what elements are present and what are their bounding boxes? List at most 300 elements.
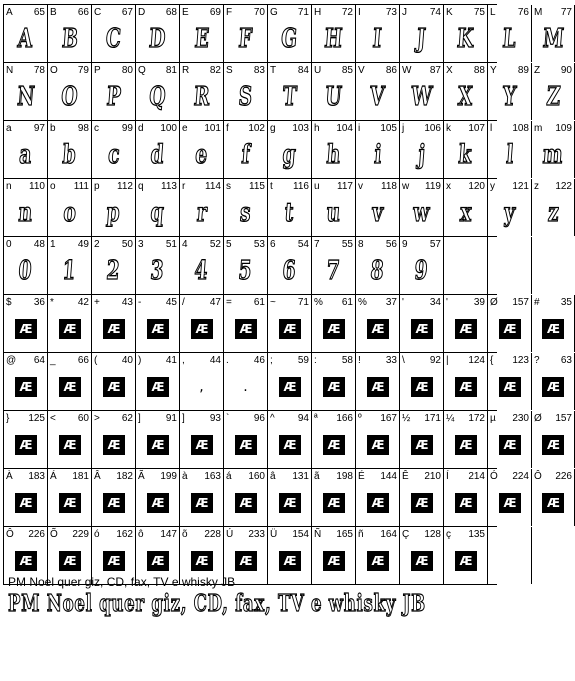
glyph-preview: v [370,198,385,228]
glyph-code-label: 64 [33,355,45,366]
glyph-cell [355,179,399,236]
glyph-char-label: ó [94,529,100,540]
glyph-code-label: 102 [248,123,265,134]
notdef-glyph-icon: Æ [323,319,345,339]
notdef-glyph-icon: Æ [367,319,389,339]
glyph-preview: I [371,24,384,54]
notdef-glyph-icon: Æ [59,319,81,339]
notdef-glyph-icon: Æ [103,551,125,571]
glyph-cell [355,469,399,526]
glyph-char-label: Õ [50,529,58,540]
glyph-cell [443,121,487,178]
notdef-glyph-icon: Æ [411,377,433,397]
glyph-code-label: 49 [77,239,89,250]
glyph-code-label: 57 [429,239,441,250]
glyph-cell [179,5,223,62]
glyph-char-label: ( [94,355,98,366]
glyph-code-label: 228 [204,529,221,540]
glyph-cell [223,5,267,62]
notdef-glyph-icon: Æ [499,319,521,339]
glyph-cell [91,353,135,410]
notdef-glyph-icon: Æ [323,377,345,397]
glyph-cell [135,179,179,236]
notdef-glyph-icon: Æ [499,493,521,513]
glyph-code-label: 124 [468,355,485,366]
notdef-glyph-icon: Æ [455,551,477,571]
glyph-code-label: 34 [429,297,441,308]
glyph-char-label: C [94,7,102,18]
glyph-char-label: w [402,181,410,192]
glyph-code-label: 46 [253,355,265,366]
glyph-char-label: V [358,65,365,76]
glyph-code-label: 69 [209,7,221,18]
glyph-char-label: ; [270,355,273,366]
glyph-code-label: 52 [209,239,221,250]
glyph-cell [311,121,355,178]
glyph-code-label: 39 [473,297,485,308]
glyph-code-label: 160 [248,471,265,482]
glyph-preview: r [195,198,208,228]
glyph-cell [47,179,91,236]
glyph-code-label: 90 [560,65,572,76]
notdef-glyph-icon: Æ [542,319,564,339]
glyph-cell [443,411,487,468]
glyph-char-label: º [358,413,362,424]
glyph-code-label: 104 [336,123,353,134]
glyph-cell [443,63,487,120]
glyph-char-label: D [138,7,146,18]
notdef-glyph-icon: Æ [147,551,169,571]
sample-text-plain: PM Noel quer giz, CD, fax, TV e whisky JB [8,575,236,589]
glyph-code-label: 226 [28,529,45,540]
glyph-code-label: 110 [29,181,45,192]
glyph-char-label: R [182,65,190,76]
glyph-char-label: ` [226,413,230,424]
glyph-cell [443,527,487,584]
glyph-char-label: + [94,297,100,308]
glyph-code-label: 65 [33,7,45,18]
glyph-code-label: 55 [341,239,353,250]
glyph-preview: O [60,82,79,112]
glyph-cell [443,5,487,62]
glyph-row [3,4,572,62]
glyph-preview: f [240,140,251,170]
notdef-glyph-icon: Æ [147,435,169,455]
glyph-code-label: 165 [336,529,353,540]
glyph-char-label: * [50,297,54,308]
glyph-code-label: 128 [424,529,441,540]
glyph-cell [443,469,487,526]
glyph-code-label: 71 [297,7,309,18]
glyph-char-label: à [182,471,188,482]
glyph-preview: H [323,24,344,54]
glyph-code-label: 123 [512,355,529,366]
glyph-char-label: ' [446,297,448,308]
glyph-cell [355,411,399,468]
glyph-char-label: 0 [6,239,12,250]
glyph-code-label: 100 [160,123,177,134]
glyph-preview: P [105,82,122,112]
glyph-char-label: Q [138,65,146,76]
glyph-code-label: 94 [297,413,309,424]
glyph-code-label: 82 [209,65,221,76]
empty-cell [443,237,487,294]
glyph-char-label: ! [358,355,361,366]
glyph-char-label: ] [138,413,141,424]
glyph-code-label: 157 [512,297,529,308]
glyph-code-label: 67 [121,7,133,18]
glyph-cell [399,411,443,468]
glyph-cell [91,179,135,236]
glyph-row [3,178,572,236]
glyph-cell [443,179,487,236]
glyph-char-label: ^ [270,413,275,424]
glyph-cell [267,237,311,294]
glyph-code-label: 59 [297,355,309,366]
glyph-code-label: 61 [341,297,353,308]
glyph-code-label: 230 [512,413,529,424]
glyph-row [3,236,497,294]
glyph-cell [355,5,399,62]
glyph-cell [531,353,575,410]
glyph-cell [91,295,135,352]
glyph-cell [179,411,223,468]
notdef-glyph-icon: Æ [542,377,564,397]
glyph-preview: N [15,82,36,112]
glyph-char-label: B [50,7,57,18]
glyph-char-label: Â [94,471,101,482]
glyph-cell [531,5,575,62]
glyph-code-label: 36 [33,297,45,308]
glyph-char-label: : [314,355,317,366]
notdef-glyph-icon: Æ [103,377,125,397]
glyph-code-label: 80 [121,65,133,76]
glyph-char-label: s [226,181,231,192]
glyph-code-label: 163 [204,471,221,482]
notdef-glyph-icon: Æ [15,435,37,455]
glyph-code-label: 73 [385,7,397,18]
glyph-preview: m [541,140,565,170]
glyph-char-label: L [490,7,496,18]
glyph-code-label: 108 [512,123,529,134]
glyph-char-label: ô [138,529,144,540]
glyph-char-label: Ê [402,471,409,482]
glyph-cell [3,469,47,526]
notdef-glyph-icon: Æ [103,493,125,513]
glyph-char-label: Y [490,65,497,76]
glyph-char-label: { [490,355,494,366]
glyph-char-label: ~ [270,297,276,308]
glyph-char-label: 4 [182,239,188,250]
glyph-preview: 4 [193,256,210,286]
glyph-char-label: l [490,123,493,134]
glyph-preview: K [456,24,475,54]
glyph-code-label: 166 [336,413,353,424]
glyph-code-label: 40 [121,355,133,366]
glyph-cell [135,469,179,526]
glyph-char-label: Ô [6,529,14,540]
glyph-cell [399,5,443,62]
glyph-cell [179,63,223,120]
glyph-char-label: K [446,7,453,18]
glyph-preview: S [237,82,254,112]
notdef-glyph-icon: Æ [279,493,301,513]
glyph-cell [91,469,135,526]
glyph-code-label: 61 [253,297,265,308]
glyph-char-label: Ó [490,471,498,482]
glyph-preview: Z [545,82,561,112]
glyph-cell [47,63,91,120]
glyph-preview: 9 [413,256,430,286]
glyph-char-label: f [226,123,229,134]
glyph-cell [179,237,223,294]
notdef-glyph-icon: Æ [147,319,169,339]
glyph-code-label: 113 [161,181,177,192]
glyph-cell [487,469,531,526]
glyph-preview: s [239,198,252,228]
notdef-glyph-icon: Æ [103,435,125,455]
glyph-cell [487,353,531,410]
glyph-cell [91,237,135,294]
glyph-char-label: ¼ [446,413,455,424]
glyph-char-label: 5 [226,239,232,250]
glyph-char-label: > [94,413,100,424]
glyph-char-label: } [6,413,10,424]
glyph-preview: e [194,140,209,170]
glyph-code-label: 74 [429,7,441,18]
glyph-char-label: | [446,355,449,366]
glyph-preview: h [325,140,342,170]
glyph-code-label: 84 [297,65,309,76]
glyph-cell [3,237,47,294]
glyph-char-label: g [270,123,276,134]
glyph-cell [179,469,223,526]
glyph-cell [531,63,575,120]
glyph-code-label: 83 [253,65,265,76]
glyph-cell [487,295,531,352]
glyph-code-label: 157 [555,413,572,424]
glyph-code-label: 135 [468,529,485,540]
glyph-cell [3,63,47,120]
glyph-cell [399,527,443,584]
glyph-char-label: ñ [358,529,364,540]
glyph-cell [267,179,311,236]
glyph-char-label: < [50,413,56,424]
glyph-char-label: U [314,65,322,76]
glyph-cell [443,353,487,410]
glyph-cell [267,5,311,62]
glyph-cell [223,295,267,352]
glyph-code-label: 93 [209,413,221,424]
notdef-glyph-icon: Æ [411,551,433,571]
glyph-char-label: J [402,7,407,18]
glyph-char-label: 9 [402,239,408,250]
notdef-glyph-icon: Æ [455,377,477,397]
glyph-code-label: 96 [253,413,265,424]
glyph-code-label: 103 [292,123,309,134]
notdef-glyph-icon: Æ [279,319,301,339]
notdef-glyph-icon: Æ [103,319,125,339]
glyph-cell [135,411,179,468]
glyph-char-label: Ç [402,529,410,540]
notdef-glyph-icon: Æ [59,435,81,455]
glyph-code-label: 41 [165,355,177,366]
glyph-cell [399,295,443,352]
glyph-cell [311,237,355,294]
glyph-preview: 6 [281,256,298,286]
glyph-cell [3,411,47,468]
glyph-char-label: # [534,297,540,308]
glyph-code-label: 66 [77,355,89,366]
notdef-glyph-icon: Æ [191,493,213,513]
glyph-preview: k [457,140,474,170]
notdef-glyph-icon: Æ [542,493,564,513]
glyph-code-label: 77 [560,7,572,18]
glyph-code-label: 172 [468,413,485,424]
empty-cell [531,237,575,294]
glyph-cell [179,121,223,178]
notdef-glyph-icon: Æ [15,377,37,397]
notdef-glyph-icon: Æ [455,435,477,455]
glyph-cell [267,469,311,526]
glyph-cell [399,63,443,120]
glyph-char-label: m [534,123,543,134]
notdef-glyph-icon: Æ [411,493,433,513]
glyph-char-label: p [94,181,100,192]
glyph-char-label: Ô [534,471,542,482]
glyph-char-label: b [50,123,56,134]
glyph-preview: u [325,198,342,228]
glyph-preview: 7 [325,256,342,286]
glyph-code-label: 58 [341,355,353,366]
glyph-char-label: ? [534,355,540,366]
glyph-cell [223,121,267,178]
glyph-code-label: 87 [429,65,441,76]
glyph-char-label: % [314,297,323,308]
glyph-cell [91,5,135,62]
glyph-preview: T [281,82,298,112]
notdef-glyph-icon: Æ [59,493,81,513]
glyph-cell [267,295,311,352]
glyph-cell [531,411,575,468]
glyph-row [3,294,572,352]
glyph-char-label: x [446,181,451,192]
glyph-code-label: 78 [33,65,45,76]
glyph-char-label: O [50,65,58,76]
glyph-code-label: 44 [209,355,221,366]
glyph-char-label: á [226,471,232,482]
glyph-cell [355,353,399,410]
glyph-char-label: @ [6,355,17,366]
glyph-cell [531,179,575,236]
notdef-glyph-icon: Æ [323,493,345,513]
glyph-char-label: q [138,181,144,192]
empty-cell [487,527,531,584]
glyph-char-label: a [6,123,12,134]
glyph-cell [3,353,47,410]
glyph-code-label: 33 [385,355,397,366]
glyph-cell [267,353,311,410]
glyph-code-label: 91 [165,413,177,424]
glyph-code-label: 53 [253,239,265,250]
glyph-code-label: 120 [468,181,485,192]
glyph-code-label: 144 [380,471,397,482]
notdef-glyph-icon: Æ [15,493,37,513]
glyph-cell [311,5,355,62]
glyph-cell [311,411,355,468]
notdef-glyph-icon: Æ [455,319,477,339]
glyph-preview: B [60,24,79,54]
glyph-cell [3,179,47,236]
glyph-cell [91,121,135,178]
glyph-preview: o [62,198,77,228]
glyph-preview: A [17,24,34,54]
glyph-code-label: 79 [77,65,89,76]
glyph-cell [355,237,399,294]
glyph-code-label: 81 [165,65,177,76]
glyph-code-label: 101 [204,123,221,134]
glyph-code-label: 111 [73,181,89,192]
glyph-char-label: ç [446,529,451,540]
glyph-code-label: 89 [517,65,529,76]
character-map-grid [3,4,572,585]
notdef-glyph-icon: Æ [191,551,213,571]
notdef-glyph-icon: Æ [542,435,564,455]
glyph-char-label: T [270,65,277,76]
glyph-char-label: M [534,7,543,18]
glyph-preview: 8 [369,256,386,286]
glyph-cell [355,121,399,178]
glyph-code-label: 105 [380,123,397,134]
glyph-cell [487,411,531,468]
glyph-code-label: 154 [292,529,309,540]
notdef-glyph-icon: Æ [323,435,345,455]
glyph-preview: 0 [17,256,34,286]
notdef-glyph-icon: Æ [191,435,213,455]
glyph-cell [311,353,355,410]
glyph-preview: W [409,82,434,112]
glyph-char-label: µ [490,413,496,424]
notdef-glyph-icon: Æ [279,377,301,397]
glyph-char-label: ) [138,355,142,366]
glyph-row [3,410,572,468]
glyph-cell [487,5,531,62]
glyph-char-label: % [358,297,367,308]
glyph-char-label: u [314,181,320,192]
glyph-code-label: 97 [33,123,45,134]
glyph-cell [179,353,223,410]
glyph-code-label: 51 [165,239,177,250]
glyph-char-label: õ [182,529,188,540]
glyph-cell [311,179,355,236]
glyph-char-label: v [358,181,363,192]
glyph-char-label: ½ [402,413,411,424]
glyph-code-label: 50 [121,239,133,250]
glyph-char-label: Ú [226,529,234,540]
glyph-cell [531,469,575,526]
glyph-cell [91,63,135,120]
glyph-code-label: 183 [28,471,45,482]
glyph-code-label: 114 [205,181,221,192]
glyph-char-label: À [6,471,13,482]
glyph-code-label: 68 [165,7,177,18]
glyph-cell [47,295,91,352]
glyph-row [3,62,572,120]
glyph-preview: J [415,24,428,54]
glyph-row [3,352,572,410]
glyph-cell [311,295,355,352]
glyph-code-label: 43 [121,297,133,308]
